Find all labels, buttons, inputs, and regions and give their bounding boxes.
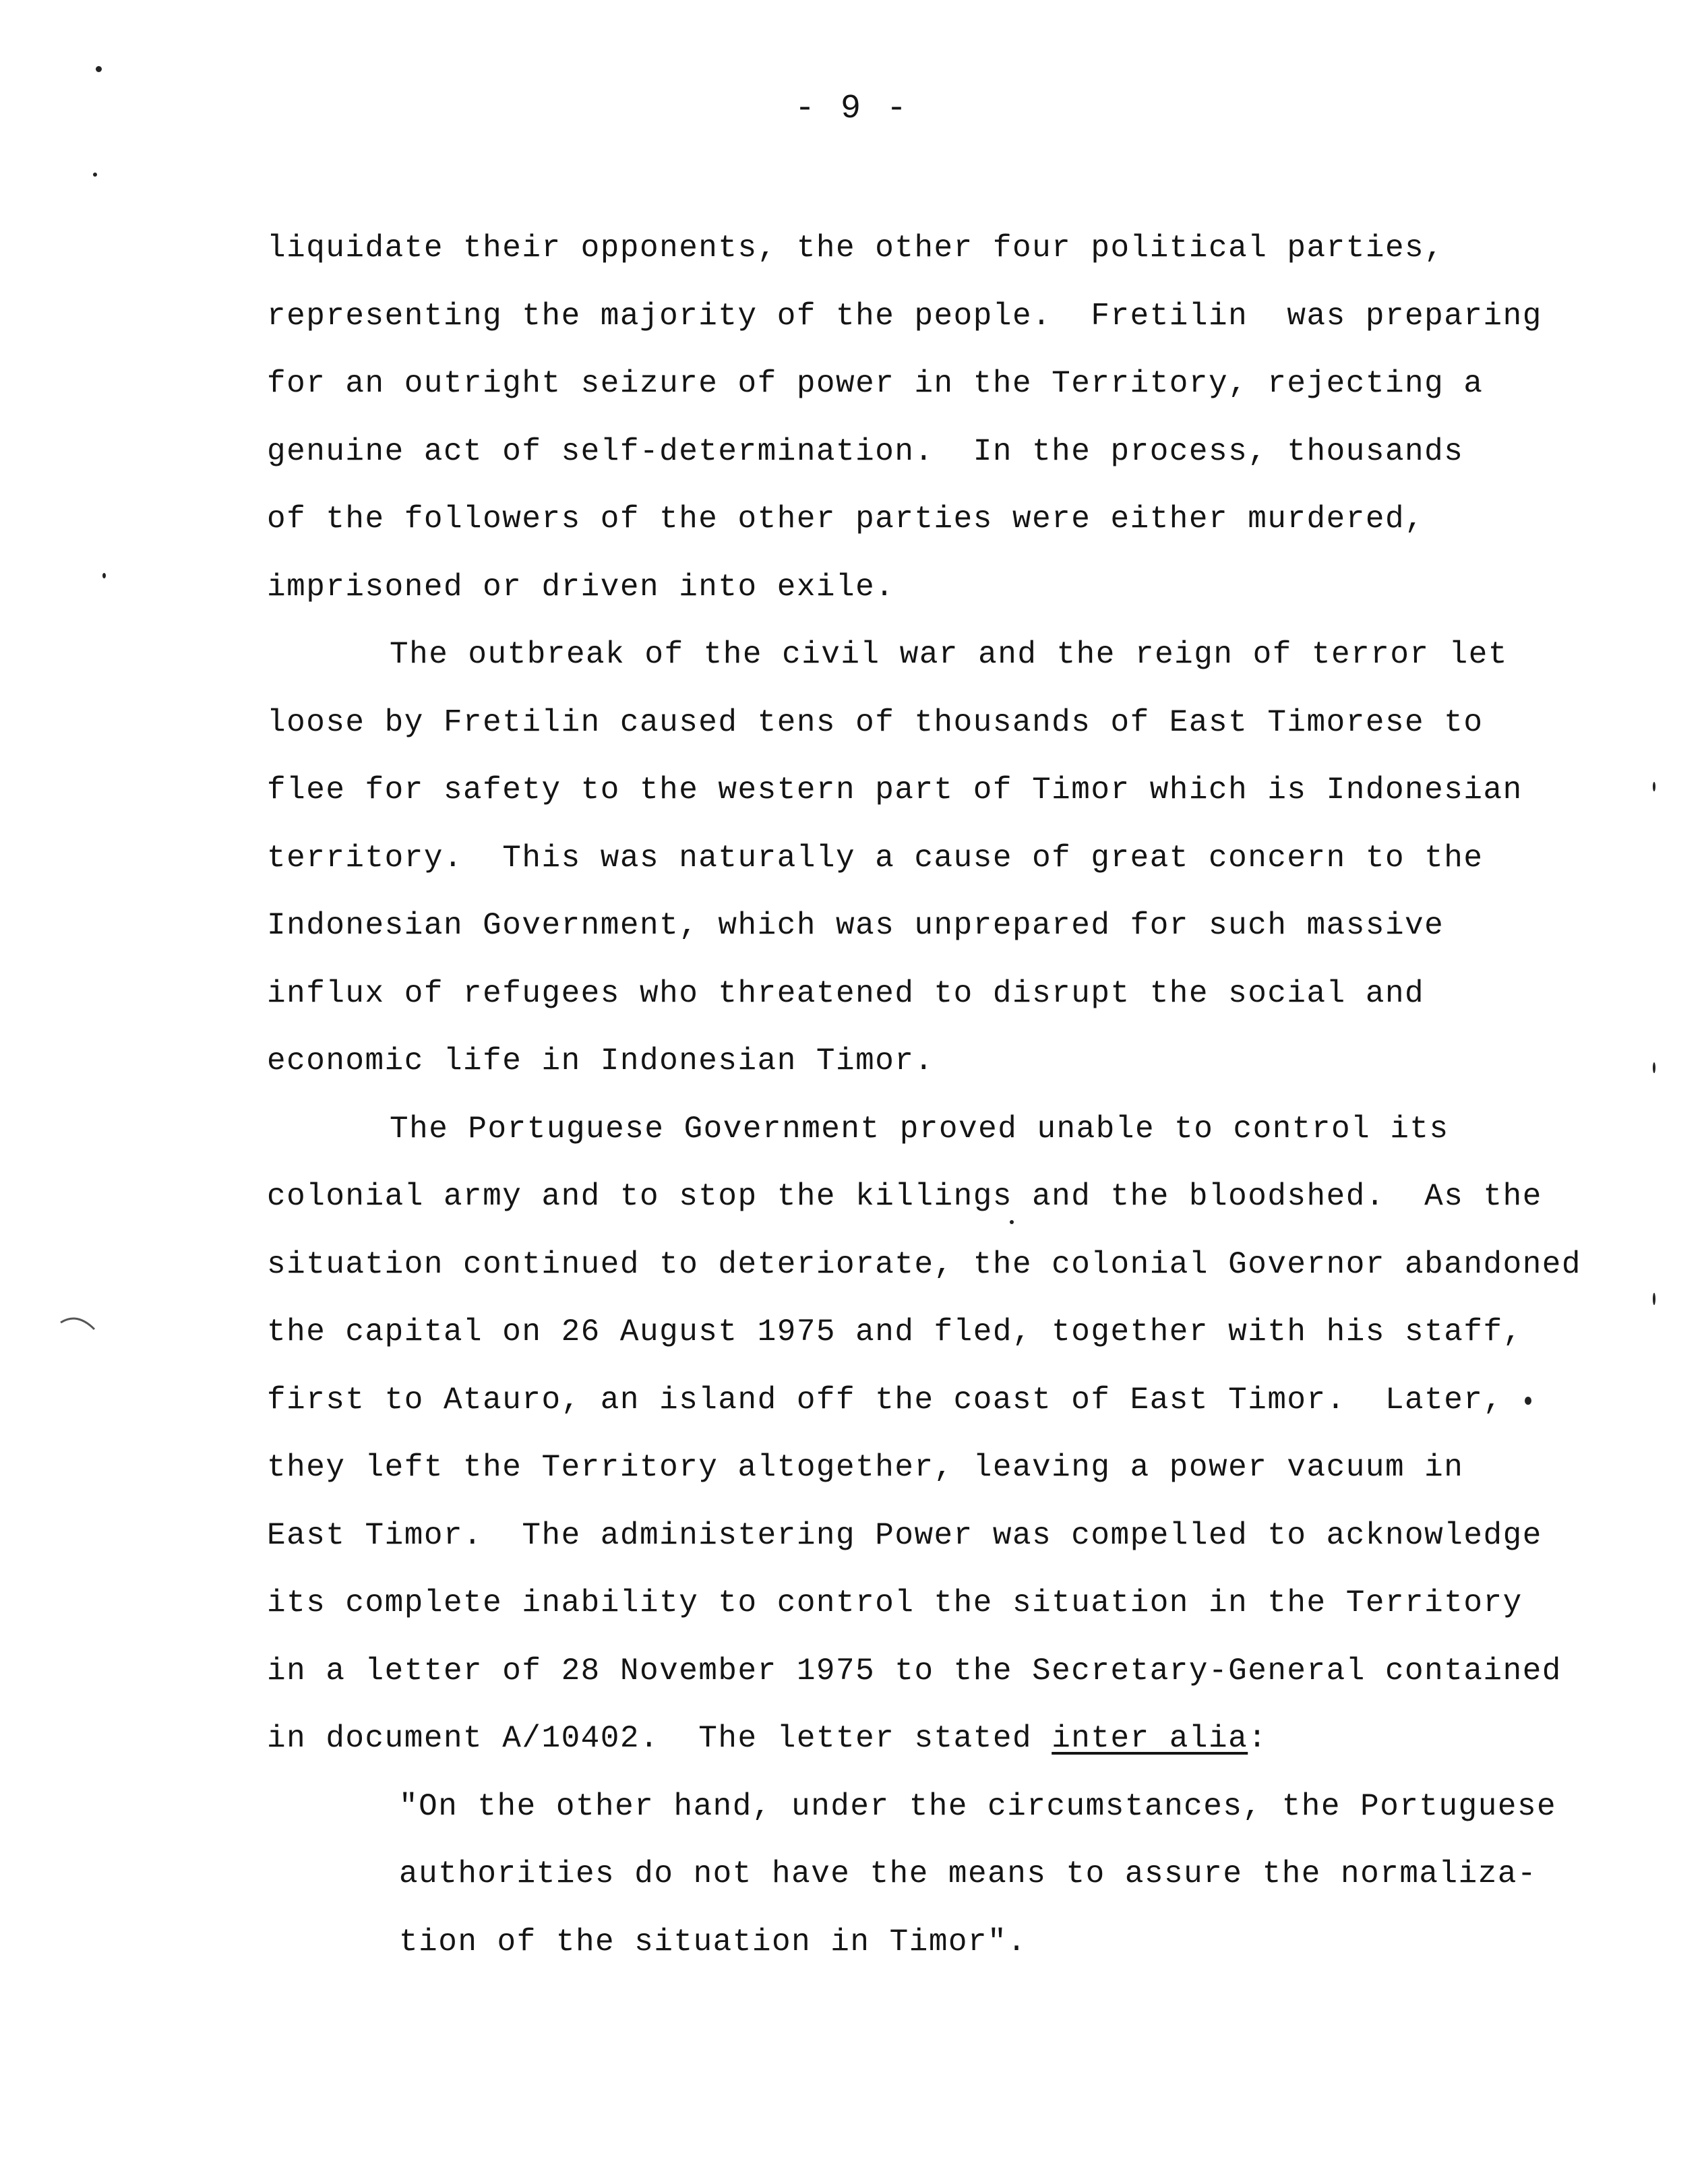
text-line: economic life in Indonesian Timor. — [267, 1043, 934, 1079]
scan-mark — [58, 1313, 98, 1333]
text-line: the capital on 26 August 1975 and fled, together with his staff, — [267, 1314, 1523, 1349]
paragraph-3 — [267, 1095, 1629, 1773]
text-line: imprisoned or driven into exile. — [267, 569, 895, 605]
text-line: they left the Territory altogether, leaving a power vacuum in — [267, 1450, 1464, 1485]
page-number: - 9 - — [794, 90, 910, 128]
scan-speck — [1653, 1062, 1655, 1073]
text-line: its complete inability to control the situation in the Territory — [267, 1585, 1523, 1620]
text-line: representing the majority of the people. Fretilin was preparing — [267, 298, 1542, 334]
quote-line: tion of the situation in Timor". — [399, 1924, 1027, 1960]
text-line: East Timor. The administering Power was compelled to acknowledge — [267, 1517, 1542, 1553]
scan-speck — [1010, 1220, 1014, 1224]
paragraph-1 — [267, 214, 1629, 621]
scan-speck — [1653, 1293, 1655, 1305]
paragraph-2 — [267, 621, 1629, 1095]
text-line: The outbreak of the civil war and the reign of terror let — [390, 637, 1508, 672]
scan-speck — [102, 573, 106, 578]
text-segment: in document A/10402. The letter stated — [267, 1721, 1052, 1756]
text-line: of the followers of the other parties were either murdered, — [267, 502, 1425, 537]
scan-speck — [1525, 1397, 1531, 1405]
text-line: Indonesian Government, which was unprepared for such massive — [267, 908, 1444, 943]
text-line: first to Atauro, an island off the coast of East Timor. Later, — [267, 1382, 1503, 1418]
quote-line: authorities do not have the means to assure the normaliza- — [399, 1856, 1538, 1891]
text-line: liquidate their opponents, the other four political parties, — [267, 231, 1444, 266]
text-line: for an outright seizure of power in the Territory, rejecting a — [267, 366, 1484, 401]
scan-speck — [96, 66, 102, 72]
text-line — [267, 1705, 1629, 1773]
text-line: in a letter of 28 November 1975 to the Secretary-General contained — [267, 1653, 1562, 1689]
text-line: loose by Fretilin caused tens of thousands of East Timorese to — [267, 704, 1484, 740]
text-line: territory. This was naturally a cause of great concern to the — [267, 840, 1484, 876]
quote-line: "On the other hand, under the circumstances, the Portuguese — [399, 1788, 1557, 1824]
scan-speck — [93, 173, 97, 177]
block-quotation — [267, 1773, 1629, 1976]
scan-speck — [1653, 782, 1655, 791]
text-line: genuine act of self-determination. In the process, thousands — [267, 433, 1464, 469]
text-line: The Portuguese Government proved unable to control its — [390, 1111, 1449, 1147]
text-line: flee for safety to the western part of Timor which is Indonesian — [267, 772, 1523, 808]
text-line: situation continued to deteriorate, the colonial Governor abandoned — [267, 1246, 1582, 1282]
emphasis-inter-alia: inter alia — [1052, 1721, 1248, 1756]
text-line: colonial army and to stop the killings and the bloodshed. As the — [267, 1179, 1542, 1214]
document-body — [267, 214, 1629, 1976]
text-line: influx of refugees who threatened to disrupt the social and — [267, 975, 1425, 1011]
text-segment: : — [1248, 1721, 1268, 1756]
